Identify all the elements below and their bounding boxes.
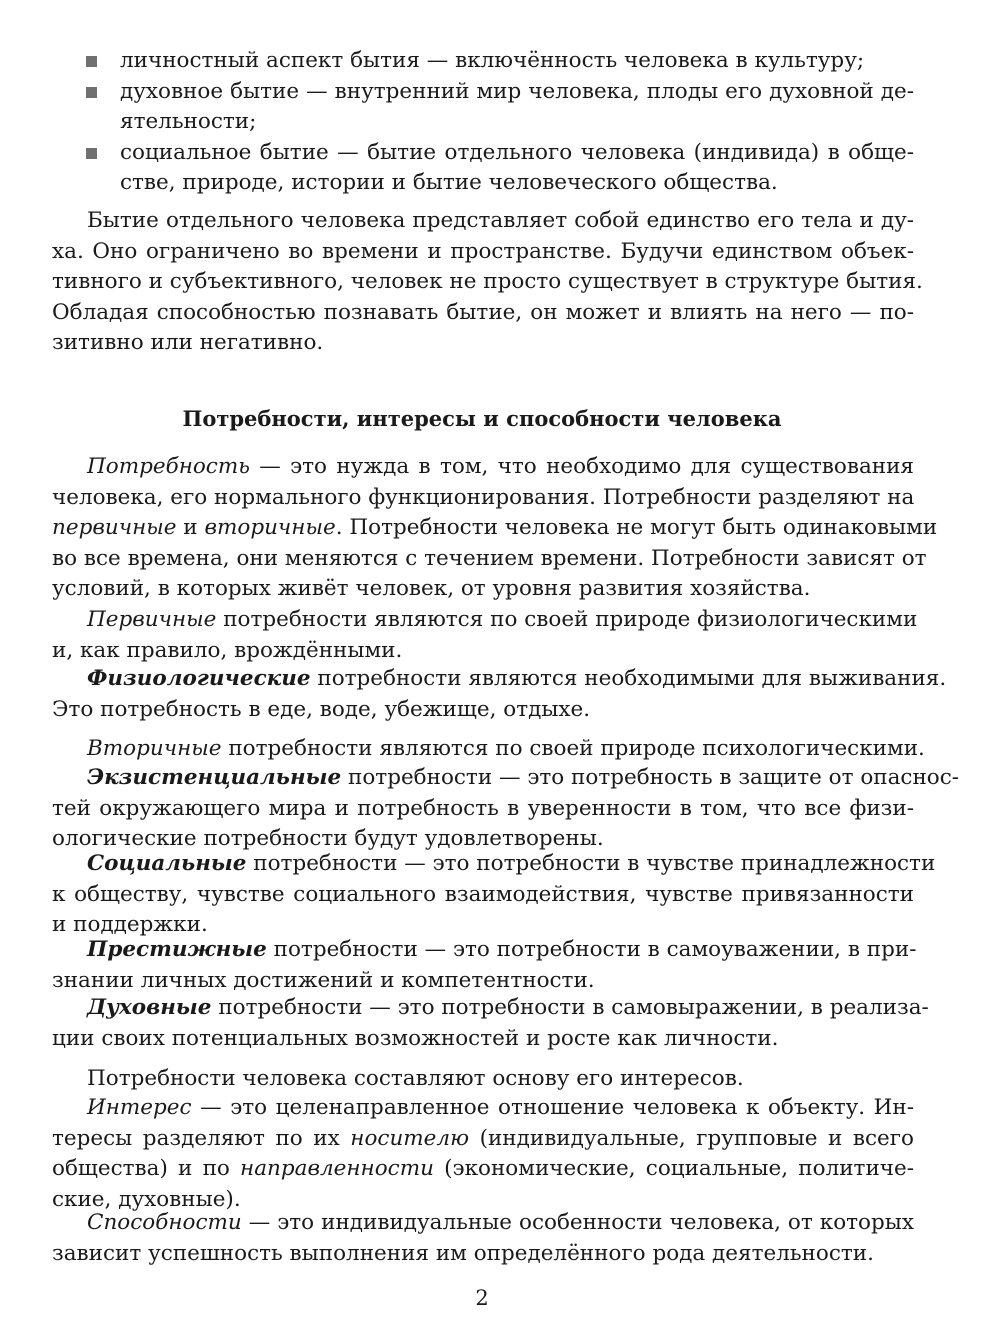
paragraph-being [52, 206, 923, 359]
term-primary: первичные [52, 515, 177, 541]
paragraph-basis [52, 1064, 914, 1095]
paragraph-line: Социальные потребности — это потребности в чувстве принадлежности [87, 851, 936, 876]
paragraph-line: Физиологические потребности являются необходимыми для выживания. [87, 666, 947, 691]
list-item-line: личностный аспект бытия — включённость человека в культуру; [120, 48, 865, 73]
paragraph-line: тересы разделяют по их носителю (индивидуальные, групповые и всего [52, 1125, 914, 1151]
section-heading: Потребности, интересы и способности человека [182, 406, 782, 431]
paragraph-line: и поддержки. [52, 912, 208, 938]
paragraph-social [52, 849, 936, 941]
paragraph-line: ские, духовные). [52, 1186, 241, 1212]
paragraph-line: Потребность — это нужда в том, что необходимо для существования [87, 454, 914, 479]
paragraph-ability [52, 1208, 914, 1269]
term-ability: Способности [87, 1210, 242, 1235]
paragraph-line: Духовные потребности — это потребности в самовыражении, в реализа- [87, 995, 929, 1020]
term-interest: Интерес [87, 1095, 192, 1120]
term-social: Социальные [87, 851, 247, 876]
page-number: 2 [475, 1286, 489, 1310]
list-item [86, 138, 914, 199]
paragraph-line: Это потребность в еде, воде, убежище, отдыхе. [52, 696, 591, 722]
paragraph-line: к обществу, чувстве социального взаимодействия, чувстве привязанности [52, 881, 914, 907]
paragraph-line: Бытие отдельного человека представляет собой единство его тела и ду- [87, 208, 914, 233]
term-primary: Первичные [87, 607, 217, 632]
term-spiritual: Духовные [87, 995, 212, 1020]
term-physiological: Физиологические [87, 666, 311, 691]
term-secondary: Вторичные [87, 736, 222, 761]
paragraph-line: Способности — это индивидуальные особенности человека, от которых [87, 1210, 914, 1235]
paragraph-line: Потребности человека составляют основу его интересов. [87, 1066, 744, 1091]
paragraph-line: во все времена, они меняются с течением времени. Потребности зависят от [52, 545, 927, 571]
list-item-line: ятельности; [120, 109, 257, 135]
paragraph-line: зитивно или негативно. [52, 330, 324, 356]
paragraph-line: условий, в которых живёт человек, от уровня развития хозяйства. [52, 576, 811, 602]
paragraph-primary [52, 605, 918, 666]
paragraph-line: Интерес — это целенаправленное отношение человека к объекту. Ин- [87, 1095, 914, 1120]
paragraph-existential [52, 763, 960, 855]
paragraph-line: человека, его нормального функционирования. Потребности разделяют на [52, 484, 915, 510]
paragraph-line: Престижные потребности — это потребности в самоуважении, в при- [87, 937, 917, 962]
term-existential: Экзистенциальные [87, 765, 342, 790]
paragraph-line: тей окружающего мира и потребность в уверенности в том, что все физи- [52, 795, 914, 821]
paragraph-interest [52, 1093, 914, 1215]
list-item-line: социальное бытие — бытие отдельного человека (индивида) в обще- [120, 139, 914, 165]
paragraph-spiritual [52, 993, 929, 1054]
list-item-line: стве, природе, истории и бытие человеческого общества. [120, 170, 778, 196]
paragraph-line: Экзистенциальные потребности — это потребность в защите от опаснос- [87, 765, 960, 790]
paragraph-line: и, как правило, врождёнными. [52, 637, 403, 663]
list-item [86, 77, 914, 138]
square-bullet-icon [86, 87, 97, 98]
paragraph-line: Первичные потребности являются по своей природе физиологическими [87, 607, 918, 632]
paragraph-line: общества) и по направленности (экономические, социальные, политиче- [52, 1156, 914, 1182]
list-item [86, 46, 914, 77]
paragraph-line: тивного и субъективного, человек не просто существует в структуре бытия. [52, 269, 923, 295]
term-direction: направленности [240, 1156, 434, 1182]
paragraph-need [52, 452, 938, 605]
paragraph-secondary [52, 734, 925, 765]
square-bullet-icon [86, 148, 97, 159]
bullet-list [86, 46, 914, 199]
paragraph-line: Вторичные потребности являются по своей природе психологическими. [87, 736, 925, 761]
paragraph-physiological [52, 664, 947, 725]
list-item-line: духовное бытие — внутренний мир человека, плоды его духовной де- [120, 78, 914, 104]
term-carrier: носителю [350, 1125, 470, 1151]
paragraph-line: ции своих потенциальных возможностей и росте как личности. [52, 1025, 779, 1051]
paragraph-prestige [52, 935, 917, 996]
paragraph-line: Обладая способностью познавать бытие, он может и влиять на него — по- [52, 299, 914, 325]
paragraph-line: ологические потребности будут удовлетворены. [52, 826, 604, 852]
paragraph-line: зависит успешность выполнения им определённого рода деятельности. [52, 1240, 874, 1266]
paragraph-line: первичные и вторичные. Потребности человека не могут быть одинаковыми [52, 515, 938, 541]
term-need: Потребность [87, 454, 250, 479]
term-secondary: вторичные [204, 515, 336, 541]
term-prestige: Престижные [87, 937, 267, 962]
paragraph-line: ха. Оно ограничено во времени и пространстве. Будучи единством объек- [52, 238, 914, 264]
square-bullet-icon [86, 56, 97, 67]
paragraph-line: знании личных достижений и компетентности. [52, 967, 595, 993]
